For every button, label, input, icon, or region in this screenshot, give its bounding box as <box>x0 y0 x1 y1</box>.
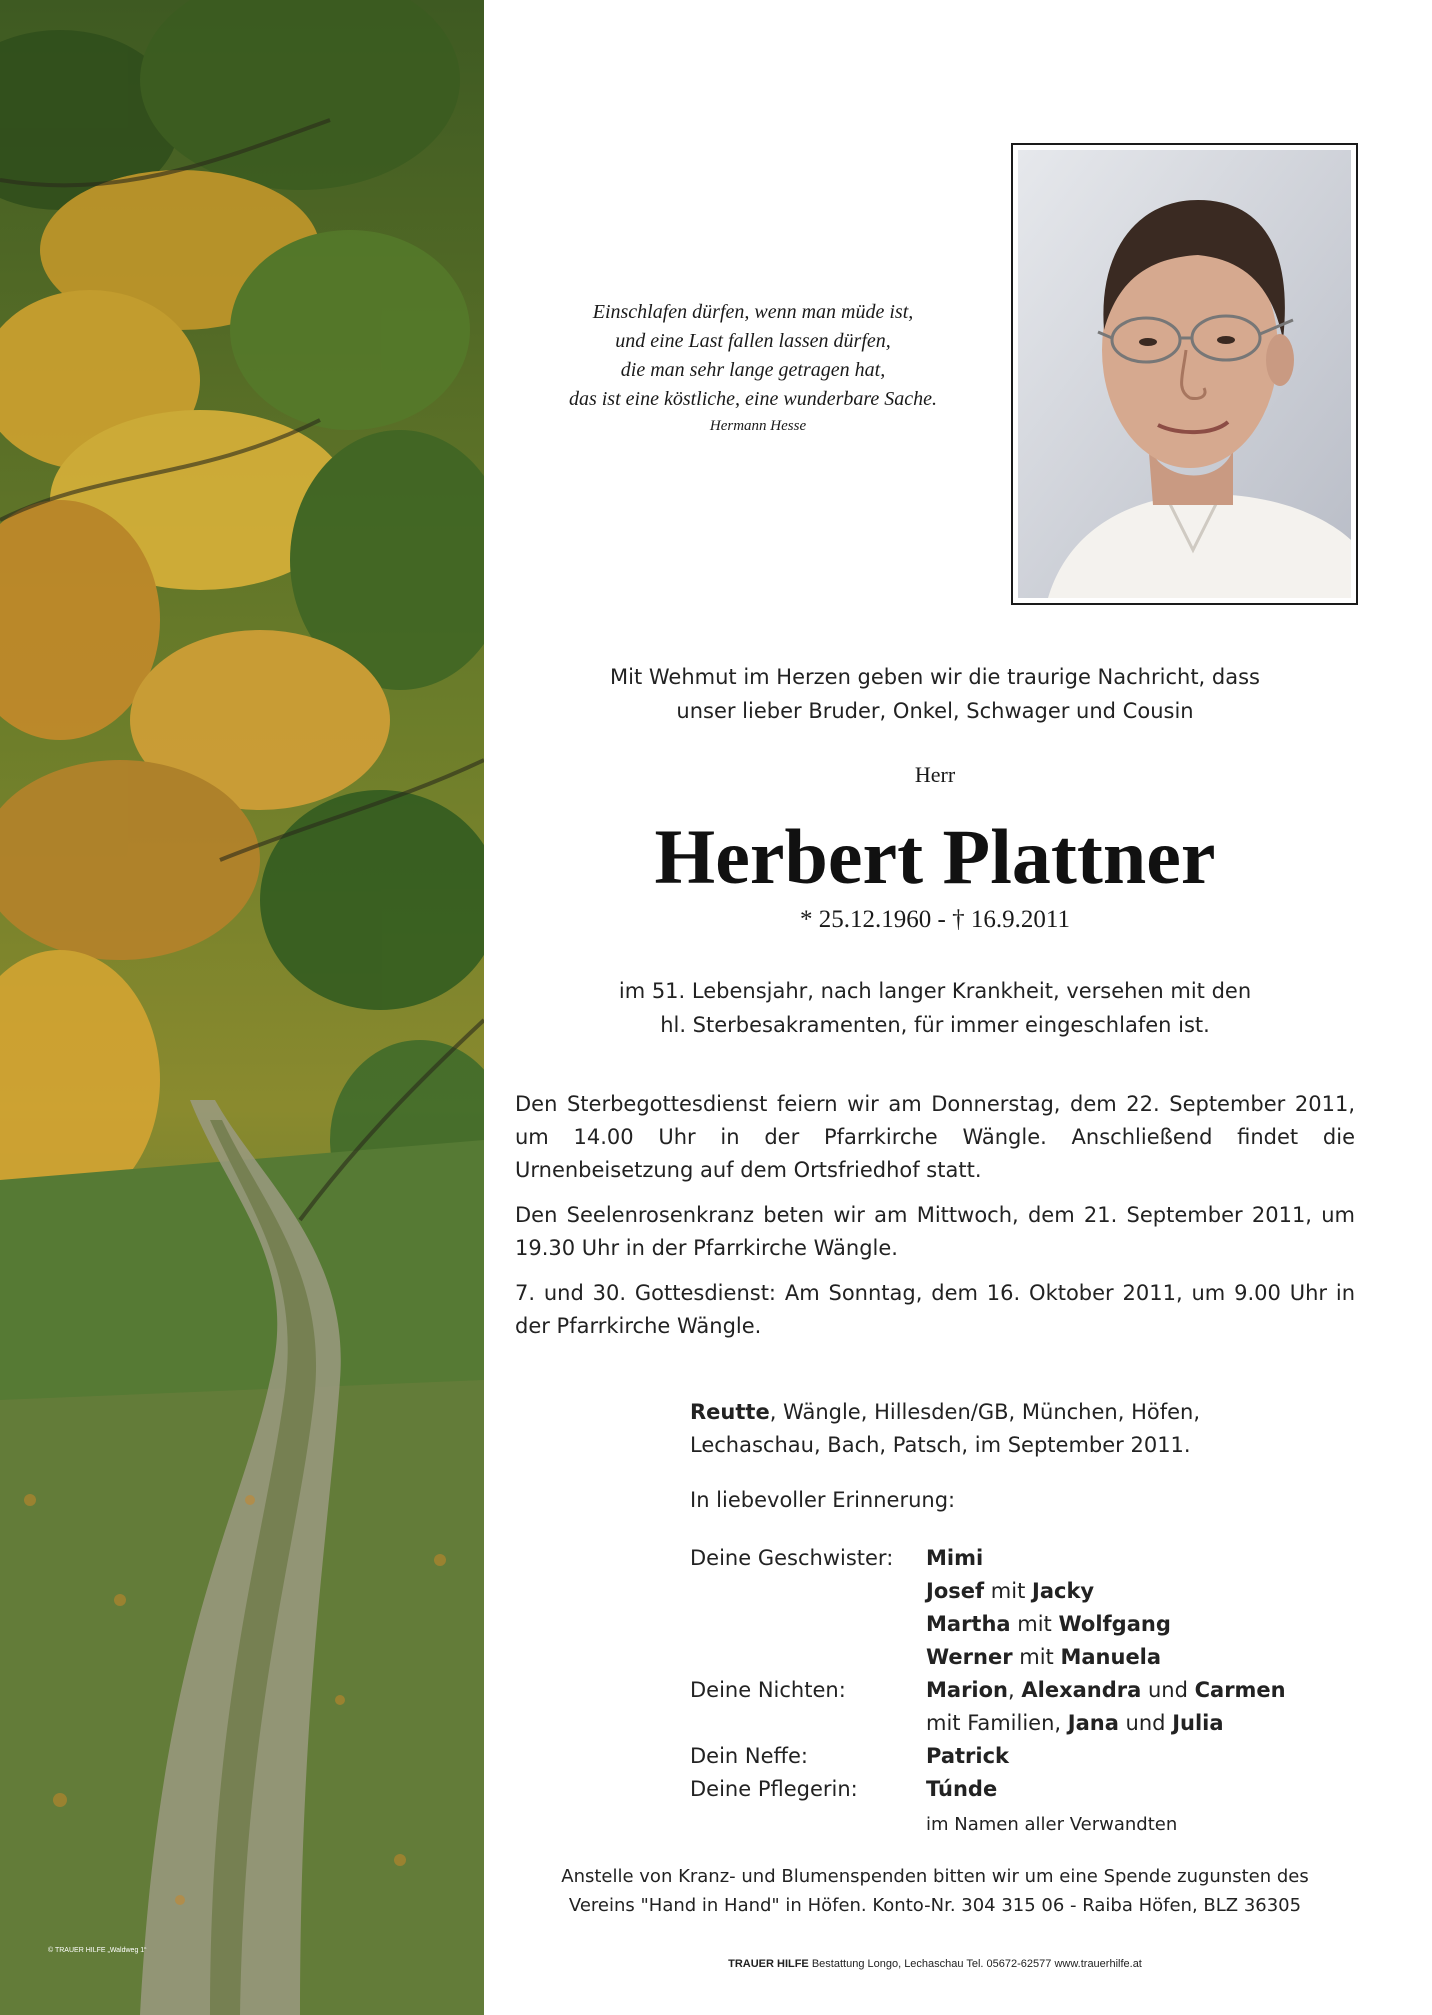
quote-line: das ist eine köstliche, eine wunderbare Sache. <box>568 388 938 410</box>
sibling-name: Josef <box>926 1579 985 1603</box>
partner-name: Wolfgang <box>1058 1612 1171 1636</box>
family-row-relatives <box>690 1806 1350 1844</box>
relation-label: Deine Pflegerin: <box>690 1777 858 1801</box>
age-statement <box>520 974 1350 1042</box>
niece-name: Marion <box>926 1678 1009 1702</box>
donation-line: Vereins "Hand in Hand" in Höfen. Konto-Nr. 304 315 06 - Raiba Höfen, BLZ 36305 <box>568 1895 1302 1916</box>
family-row-siblings <box>690 1542 1350 1674</box>
family-list <box>690 1542 1350 1844</box>
grandniece-name: Julia <box>1172 1711 1224 1735</box>
footer-contact: Bestattung Longo, Lechaschau Tel. 05672-62577 www.trauerhilfe.at <box>808 1958 1142 1970</box>
footer <box>520 1958 1350 1970</box>
age-line: hl. Sterbesakramenten, für immer eingeschlafen ist. <box>660 1013 1210 1037</box>
sibling-name: Werner <box>926 1645 1013 1669</box>
remembrance-heading: In liebevoller Erinnerung: <box>690 1488 956 1512</box>
caregiver-name: Túnde <box>926 1777 998 1801</box>
announcement-line: unser lieber Bruder, Onkel, Schwager und Cousin <box>676 699 1194 723</box>
honorific: Herr <box>914 762 956 787</box>
donation-note <box>515 1862 1355 1920</box>
family-row-nephew <box>690 1740 1350 1773</box>
connector: und <box>1141 1678 1195 1702</box>
service-details <box>515 1088 1355 1355</box>
quote-line: und eine Last fallen lassen dürfen, <box>615 330 891 352</box>
announcement <box>520 660 1350 728</box>
forest-path-image <box>0 0 484 2015</box>
age-line: im 51. Lebensjahr, nach langer Krankheit, versehen mit den <box>618 979 1252 1003</box>
sibling-name: Mimi <box>926 1546 984 1570</box>
portrait-frame <box>1011 143 1358 605</box>
partner-name: Manuela <box>1060 1645 1162 1669</box>
quote-line: Einschlafen dürfen, wenn man müde ist, <box>592 301 914 323</box>
deceased-name: Herbert Plattner <box>654 813 1216 900</box>
life-dates: * 25.12.1960 - † 16.9.2011 <box>800 906 1070 933</box>
memorial-mass-text: 7. und 30. Gottesdienst: Am Sonntag, dem 16. Oktober 2011, um 9.00 Uhr in der Pfarrkirche Wängle. <box>515 1281 1355 1338</box>
connector: mit Familien, <box>926 1711 1068 1735</box>
announcement-line: Mit Wehmut im Herzen geben wir die traurige Nachricht, dass <box>610 665 1260 689</box>
footer-brand: TRAUER HILFE <box>728 1958 809 1970</box>
places-list: , Wängle, Hillesden/GB, München, Höfen, <box>769 1400 1201 1424</box>
connector: mit <box>1010 1612 1059 1636</box>
niece-name: Carmen <box>1194 1678 1286 1702</box>
place-reutte: Reutte <box>690 1400 770 1424</box>
relation-label: Deine Geschwister: <box>690 1546 894 1570</box>
relation-label: Deine Nichten: <box>690 1678 846 1702</box>
rosary-text: Den Seelenrosenkranz beten wir am Mittwoch, dem 21. September 2011, um 19.30 Uhr in der Pfarrkirche Wängle. <box>515 1203 1355 1260</box>
connector: und <box>1118 1711 1173 1735</box>
nephew-name: Patrick <box>926 1744 1010 1768</box>
quote-line: die man sehr lange getragen hat, <box>620 359 886 381</box>
niece-name: Alexandra <box>1021 1678 1142 1702</box>
portrait-photo <box>1018 150 1351 598</box>
funeral-service-text: Den Sterbegottesdienst feiern wir am Donnerstag, dem 22. September 2011, um 14.00 Uhr in der Pfarrkirche Wängle. Anschließend findet die Urnenbeisetzung auf dem Ortsfriedhof statt. <box>515 1092 1355 1182</box>
family-row-caregiver <box>690 1773 1350 1806</box>
relatives-note: im Namen aller Verwandten <box>926 1814 1178 1835</box>
donation-line: Anstelle von Kranz- und Blumenspenden bitten wir um eine Spende zugunsten des <box>561 1866 1309 1887</box>
places-list-cont: Lechaschau, Bach, Patsch, im September 2011. <box>690 1433 1191 1457</box>
connector: mit <box>984 1579 1033 1603</box>
family-row-nieces <box>690 1674 1350 1740</box>
photo-credit: © TRAUER HILFE „Waldweg 1“ <box>48 1947 147 1954</box>
connector: mit <box>1012 1645 1061 1669</box>
grandniece-name: Jana <box>1067 1711 1119 1735</box>
sibling-name: Martha <box>926 1612 1011 1636</box>
hesse-quote <box>518 298 988 438</box>
relation-label: Dein Neffe: <box>690 1744 809 1768</box>
connector: , <box>1008 1678 1022 1702</box>
partner-name: Jacky <box>1032 1579 1095 1603</box>
places-and-date <box>690 1396 1310 1462</box>
quote-author: Hermann Hesse <box>709 418 807 434</box>
